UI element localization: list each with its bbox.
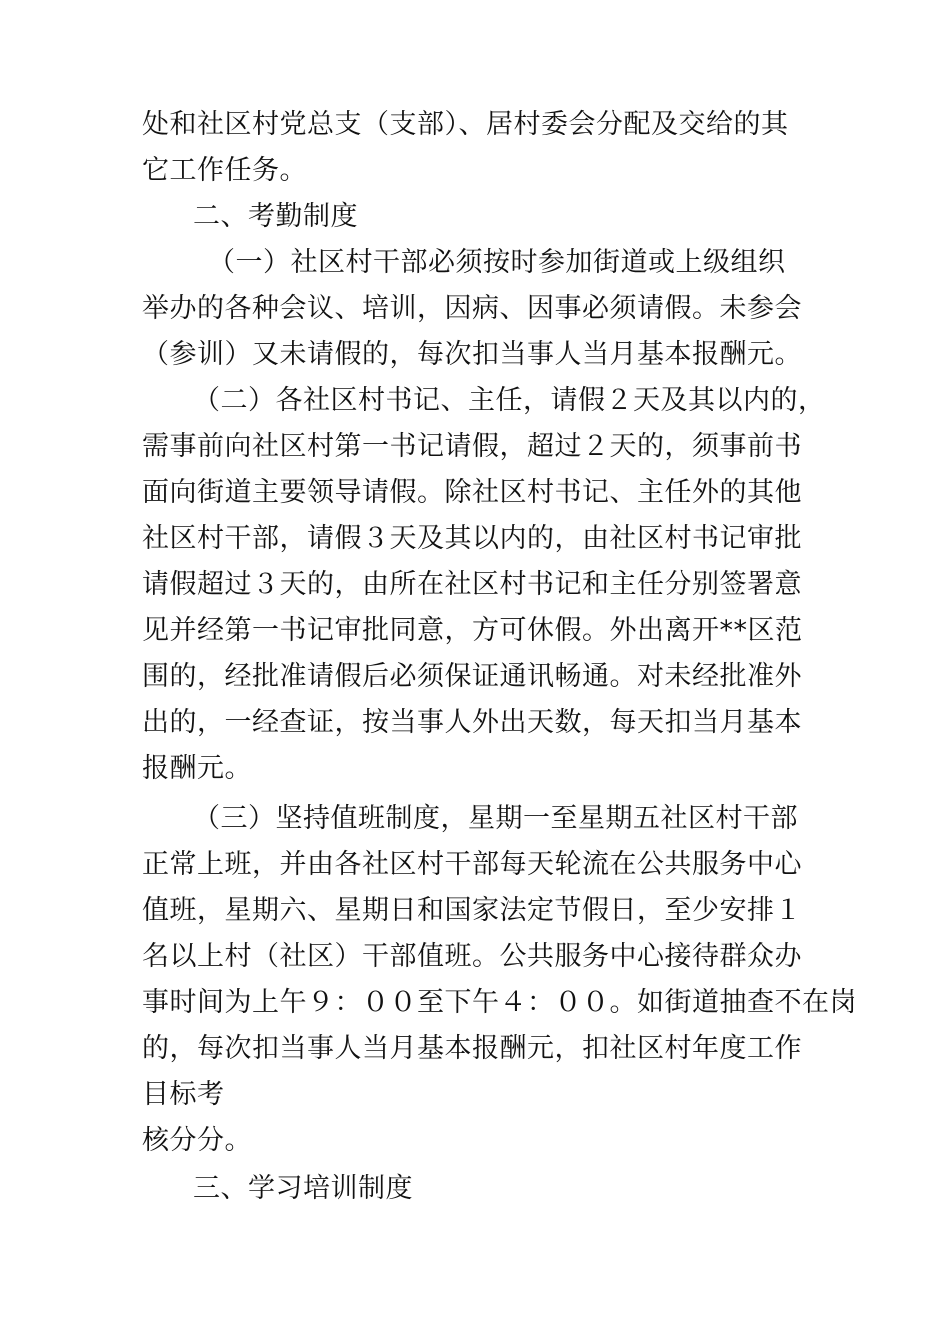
text-line: 出的，一经查证，按当事人外出天数，每天扣当月基本 <box>142 707 802 738</box>
text-line: （三）坚持值班制度，星期一至星期五社区村干部 <box>193 803 798 834</box>
text-line: 请假超过３天的，由所在社区村书记和主任分别签署意 <box>142 569 802 600</box>
text-line: 见并经第一书记审批同意，方可休假。外出离开**区范 <box>142 615 803 646</box>
text-line: 社区村干部，请假３天及其以内的，由社区村书记审批 <box>142 523 802 554</box>
section-heading: 三、学习培训制度 <box>193 1173 413 1204</box>
text-line: 需事前向社区村第一书记请假，超过２天的，须事前书 <box>142 431 802 462</box>
text-line: 核分分。 <box>142 1125 252 1156</box>
text-line: 目标考 <box>142 1079 225 1110</box>
text-line: 处和社区村党总支（支部）、居村委会分配及交给的其 <box>142 109 789 140</box>
text-line: 的，每次扣当事人当月基本报酬元，扣社区村年度工作 <box>142 1033 802 1064</box>
text-line: 报酬元。 <box>142 753 252 784</box>
text-line: 面向街道主要领导请假。除社区村书记、主任外的其他 <box>142 477 802 508</box>
text-line: （一）社区村干部必须按时参加街道或上级组织 <box>208 247 786 278</box>
section-heading: 二、考勤制度 <box>193 201 358 232</box>
text-line: 正常上班，并由各社区村干部每天轮流在公共服务中心 <box>142 849 802 880</box>
text-line: 围的，经批准请假后必须保证通讯畅通。对未经批准外 <box>142 661 802 692</box>
text-line: 它工作任务。 <box>142 155 307 186</box>
text-line: 值班，星期六、星期日和国家法定节假日，至少安排１ <box>142 895 802 926</box>
text-line: 名以上村（社区）干部值班。公共服务中心接待群众办 <box>142 941 802 972</box>
text-line: 事时间为上午９：００至下午４：００。如街道抽查不在岗 <box>142 987 857 1018</box>
text-line: （参训）又未请假的，每次扣当事人当月基本报酬元。 <box>142 339 802 370</box>
text-line: （二）各社区村书记、主任，请假２天及其以内的， <box>193 385 826 416</box>
text-line: 举办的各种会议、培训，因病、因事必须请假。未参会 <box>142 293 802 324</box>
